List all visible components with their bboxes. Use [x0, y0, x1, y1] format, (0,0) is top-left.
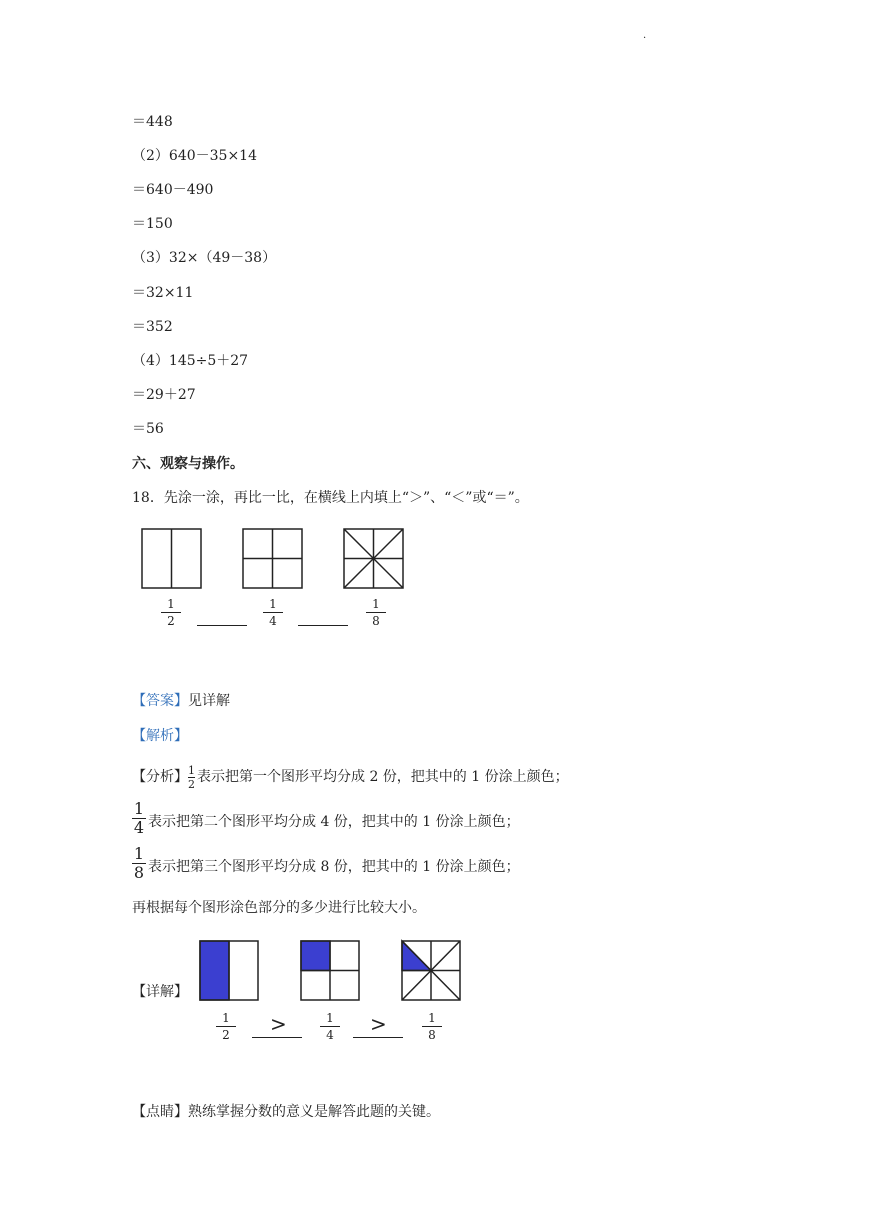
compare-text: 再根据每个图形涂色部分的多少进行比较大小。 [132, 900, 426, 916]
detail-figure-quarters [301, 941, 359, 1000]
dianjing-line [132, 1103, 440, 1121]
fraction-label: 1 2 [159, 597, 183, 628]
fenxi-tag: 【分析】 [132, 769, 188, 785]
analysis-line: 【分析】$\frac{1}{2}$ 表示把第一个图形平均分成 2 份，把其中的 1 份涂上颜色； [132, 763, 569, 791]
dianjing-text: 熟练掌握分数的意义是解答此题的关键。 [188, 1104, 440, 1120]
answer-tag: 【答案】 [132, 693, 188, 709]
fraction-label: 1 8 [364, 597, 388, 628]
answer-text: 见详解 [188, 693, 230, 709]
detail-figure-halves [200, 941, 258, 1000]
analysis-tag: 【解析】 [132, 728, 188, 744]
analysis-line: 表示把第二个图形平均分成 4 份，把其中的 1 份涂上颜色； [148, 814, 520, 830]
detail-figure-eighths [402, 941, 460, 1000]
calc-line: ＝32×11 [132, 285, 194, 301]
compare-symbol: > [270, 1012, 287, 1036]
figure-quarters [243, 529, 302, 588]
detail-tag: 【详解】 [132, 984, 188, 1000]
question-text: 18．先涂一涂，再比一比，在横线上内填上“＞”、“＜”或“＝”。 [132, 490, 529, 506]
big-fraction: 1 4 [133, 799, 145, 837]
fraction-label: 1 4 [318, 1011, 342, 1042]
calc-line: ＝352 [132, 319, 173, 335]
detail-figures [195, 935, 470, 1007]
fraction-label: 1 2 [214, 1011, 238, 1042]
answer-line [132, 692, 230, 710]
calc-line: ＝29＋27 [132, 387, 196, 403]
dianjing-tag: 【点睛】 [132, 1104, 188, 1120]
calc-line: ＝640－490 [132, 182, 214, 198]
section-title: 六、观察与操作。 [132, 456, 244, 472]
calc-line: （4）145÷5＋27 [132, 353, 249, 369]
answer-blank[interactable] [298, 625, 348, 626]
fraction-label: 1 8 [420, 1011, 444, 1042]
calc-line: ＝150 [132, 216, 173, 232]
analysis-line: 表示把第三个图形平均分成 8 份，把其中的 1 份涂上颜色； [148, 859, 520, 875]
calc-line: （2）640－35×14 [132, 148, 257, 164]
inline-fraction: $\frac{1}{2}$ [188, 763, 195, 791]
calc-line: （3）32×（49－38） [132, 250, 277, 266]
compare-symbol: > [370, 1012, 387, 1036]
answer-blank[interactable] [197, 625, 247, 626]
question-figures [130, 520, 430, 600]
answer-blank-filled [252, 1037, 302, 1038]
calc-line: ＝448 [132, 114, 173, 130]
fraction-label: 1 4 [261, 597, 285, 628]
big-fraction: 1 8 [133, 844, 145, 882]
header-mark: . [643, 30, 647, 41]
figure-halves [142, 529, 201, 588]
calc-line: ＝56 [132, 421, 164, 437]
figure-eighths [344, 529, 403, 588]
answer-blank-filled [353, 1037, 403, 1038]
